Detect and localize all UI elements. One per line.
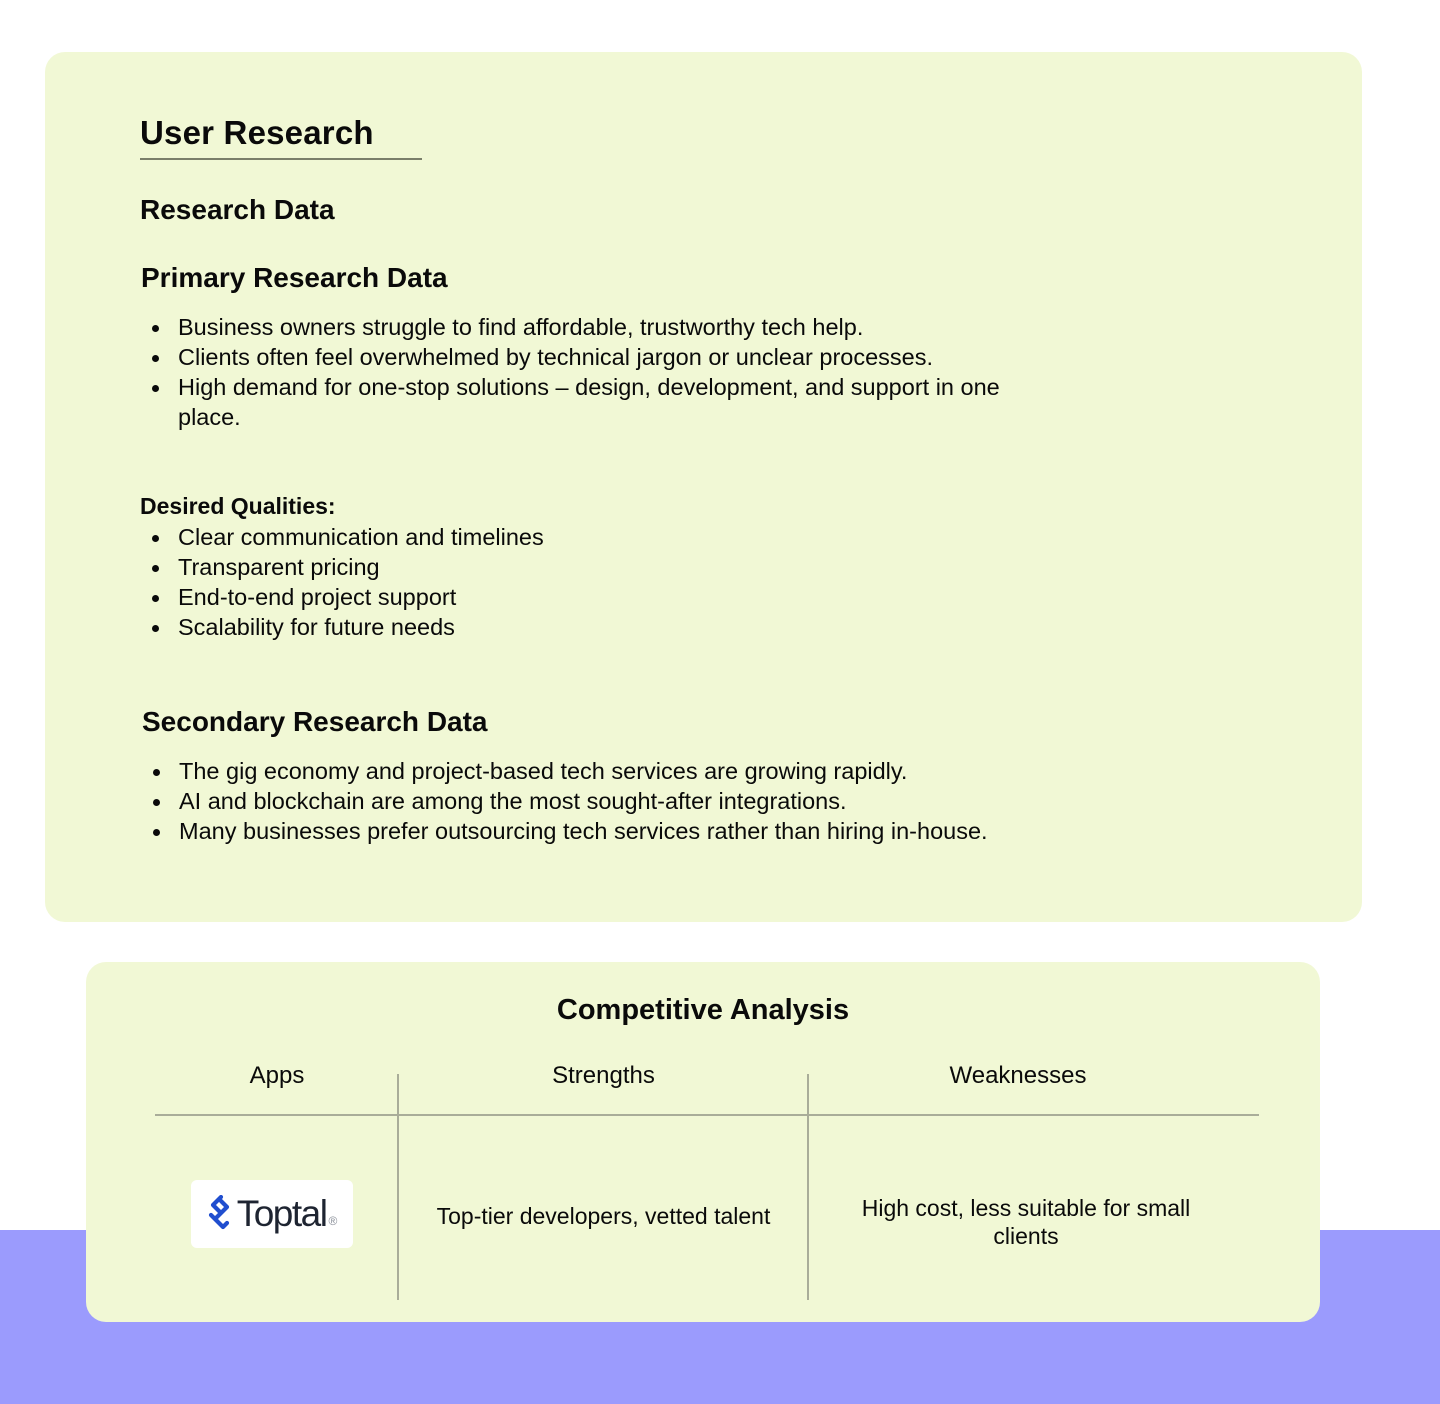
column-header-weaknesses: Weaknesses <box>949 1062 1087 1089</box>
list-item: Business owners struggle to find affordable, trustworthy tech help. <box>140 312 1000 342</box>
competitive-analysis-title: Competitive Analysis <box>556 994 850 1026</box>
competitive-analysis-card <box>86 962 1320 1322</box>
column-header-strengths: Strengths <box>552 1062 655 1089</box>
title-underline <box>140 158 422 160</box>
page-title: User Research <box>140 114 374 151</box>
strengths-cell: Top-tier developers, vetted talent <box>436 1203 771 1229</box>
column-header-apps: Apps <box>249 1062 305 1089</box>
primary-research-list <box>140 312 1000 432</box>
list-item: Clear communication and timelines <box>140 522 740 552</box>
toptal-logo <box>191 1180 353 1248</box>
user-research-card <box>45 52 1362 922</box>
secondary-research-list <box>141 756 1241 846</box>
list-item: Many businesses prefer outsourcing tech services rather than hiring in-house. <box>141 816 1241 846</box>
list-item: AI and blockchain are among the most sought-after integrations. <box>141 786 1241 816</box>
list-item: The gig economy and project-based tech services are growing rapidly. <box>141 756 1241 786</box>
list-item: High demand for one-stop solutions – design, development, and support in one place. <box>140 372 1000 432</box>
toptal-wordmark: Toptal <box>236 1193 327 1234</box>
research-data-heading: Research Data <box>140 194 335 225</box>
column-divider <box>807 1074 809 1300</box>
list-item: Clients often feel overwhelmed by technical jargon or unclear processes. <box>140 342 1000 372</box>
toptal-logo-icon <box>207 1195 233 1233</box>
column-divider <box>397 1074 399 1300</box>
list-item: Transparent pricing <box>140 552 740 582</box>
registered-mark: ® <box>328 1214 338 1228</box>
desired-qualities-list <box>140 522 740 642</box>
desired-qualities-heading: Desired Qualities: <box>140 493 336 519</box>
list-item: Scalability for future needs <box>140 612 740 642</box>
secondary-research-heading: Secondary Research Data <box>142 706 488 737</box>
list-item: End-to-end project support <box>140 582 740 612</box>
primary-research-heading: Primary Research Data <box>141 262 448 293</box>
weaknesses-cell: High cost, less suitable for small clients <box>861 1195 1191 1249</box>
header-divider <box>155 1114 1259 1116</box>
